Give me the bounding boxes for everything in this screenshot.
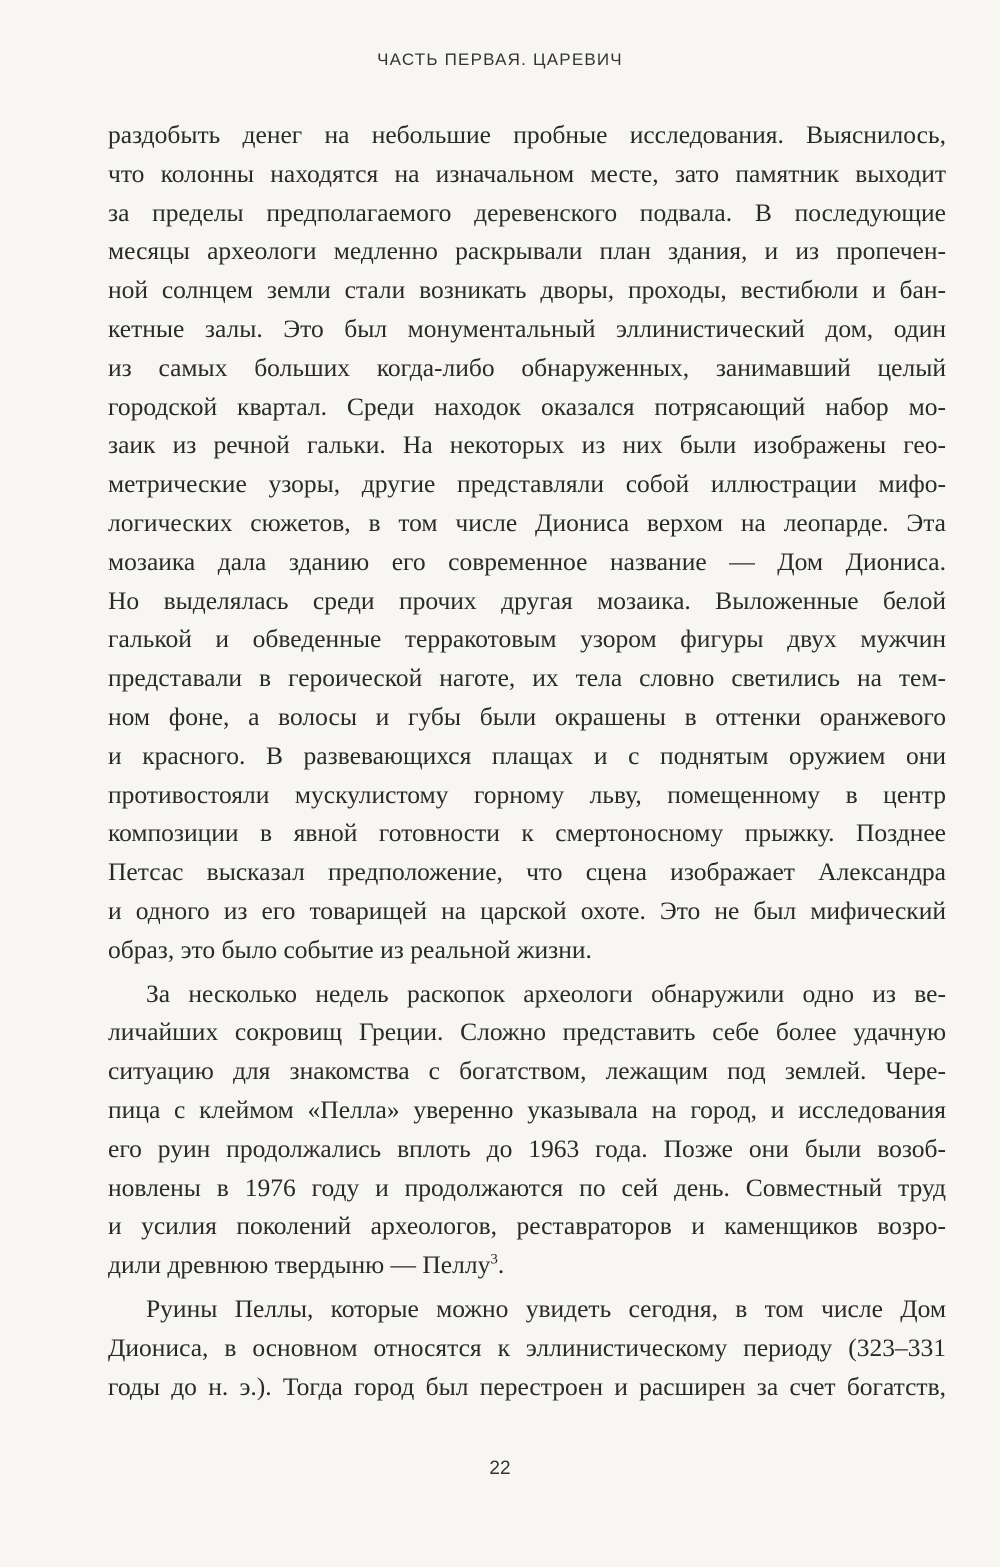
text-line: образ, это было событие из реальной жизни. bbox=[108, 934, 592, 964]
text-line: Диониса, в основном относятся к эллинистическому периоду (323–331 bbox=[108, 1332, 946, 1362]
footnote-reference[interactable]: 3 bbox=[490, 1251, 498, 1268]
body-text bbox=[108, 116, 946, 1406]
text-line: и красного. В развевающихся плащах и с поднятым оружием они bbox=[108, 740, 946, 770]
text-line: что колонны находятся на изначальном месте, зато памятник выходит bbox=[108, 158, 946, 188]
text-line: и одного из его товарищей на царской охоте. Это не был мифический bbox=[108, 895, 946, 925]
text-line: городской квартал. Среди находок оказался потрясающий набор мо- bbox=[108, 391, 946, 421]
paragraph-1 bbox=[108, 116, 946, 970]
text-line: раздобыть денег на небольшие пробные исследования. Выяснилось, bbox=[108, 120, 946, 149]
text-line: за пределы предполагаемого деревенского подвала. В последующие bbox=[108, 197, 946, 227]
text-line: ном фоне, а волосы и губы были окрашены в оттенки оранжевого bbox=[108, 701, 946, 731]
text-line: Петсас высказал предположение, что сцена изображает Александра bbox=[108, 857, 946, 887]
text-line: Но выделялась среди прочих другая мозаика. Выложенные белой bbox=[108, 585, 946, 615]
text-line: представали в героической наготе, их тела словно светились на тем- bbox=[108, 663, 946, 693]
text-line: месяцы археологи медленно раскрывали план здания, и из пропечен- bbox=[108, 236, 946, 266]
text-line: из самых больших когда-либо обнаруженных, занимавший целый bbox=[108, 352, 946, 382]
text-line: новлены в 1976 году и продолжаются по сей день. Совместный труд bbox=[108, 1172, 946, 1202]
text-line: ной солнцем земли стали возникать дворы, проходы, вестибюли и бан- bbox=[108, 275, 946, 305]
text-line: пица с клеймом «Пелла» уверенно указывала на город, и исследования bbox=[108, 1094, 946, 1124]
text-line: метрические узоры, другие представляли собой иллюстрации мифо- bbox=[108, 469, 946, 499]
text-line: дили древнюю твердыню — Пеллу bbox=[108, 1250, 491, 1280]
text-line-with-footnote bbox=[108, 1246, 946, 1285]
text-line: мозаика дала зданию его современное название — Дом Диониса. bbox=[108, 546, 946, 576]
text-line: годы до н. э.). Тогда город был перестроен и расширен за счет богатств, bbox=[108, 1371, 946, 1401]
text-line: и усилия поколений археологов, реставраторов и каменщиков возро- bbox=[108, 1211, 946, 1241]
text-line: его руин продолжались вплоть до 1963 года. Позже они были возоб- bbox=[108, 1133, 946, 1163]
text-line: логических сюжетов, в том числе Диониса верхом на леопарде. Эта bbox=[108, 507, 946, 537]
text-line: ситуацию для знакомства с богатством, лежащим под землей. Чере- bbox=[108, 1056, 946, 1086]
paragraph-3 bbox=[108, 1290, 946, 1406]
text-line: композиции в явной готовности к смертоносному прыжку. Позднее bbox=[108, 818, 946, 848]
paragraph-2 bbox=[108, 975, 946, 1285]
text-line: кетные залы. Это был монументальный эллинистический дом, один bbox=[108, 313, 946, 343]
sentence-end: . bbox=[497, 1250, 505, 1280]
running-header: ЧАСТЬ ПЕРВАЯ. ЦАРЕВИЧ bbox=[377, 50, 623, 69]
text-line: противостояли мускулистому горному льву, помещенному в центр bbox=[108, 779, 946, 809]
text-line: личайших сокровищ Греции. Сложно представить себе более удачную bbox=[108, 1017, 946, 1047]
text-line: За несколько недель раскопок археологи обнаружили одно из ве- bbox=[146, 978, 946, 1008]
text-line: галькой и обведенные терракотовым узором фигуры двух мужчин bbox=[108, 624, 946, 654]
text-line: Руины Пеллы, которые можно увидеть сегодня, в том числе Дом bbox=[146, 1293, 946, 1323]
text-line: заик из речной гальки. На некоторых из них были изображены гео- bbox=[108, 430, 946, 460]
page-number: 22 bbox=[489, 1458, 511, 1479]
